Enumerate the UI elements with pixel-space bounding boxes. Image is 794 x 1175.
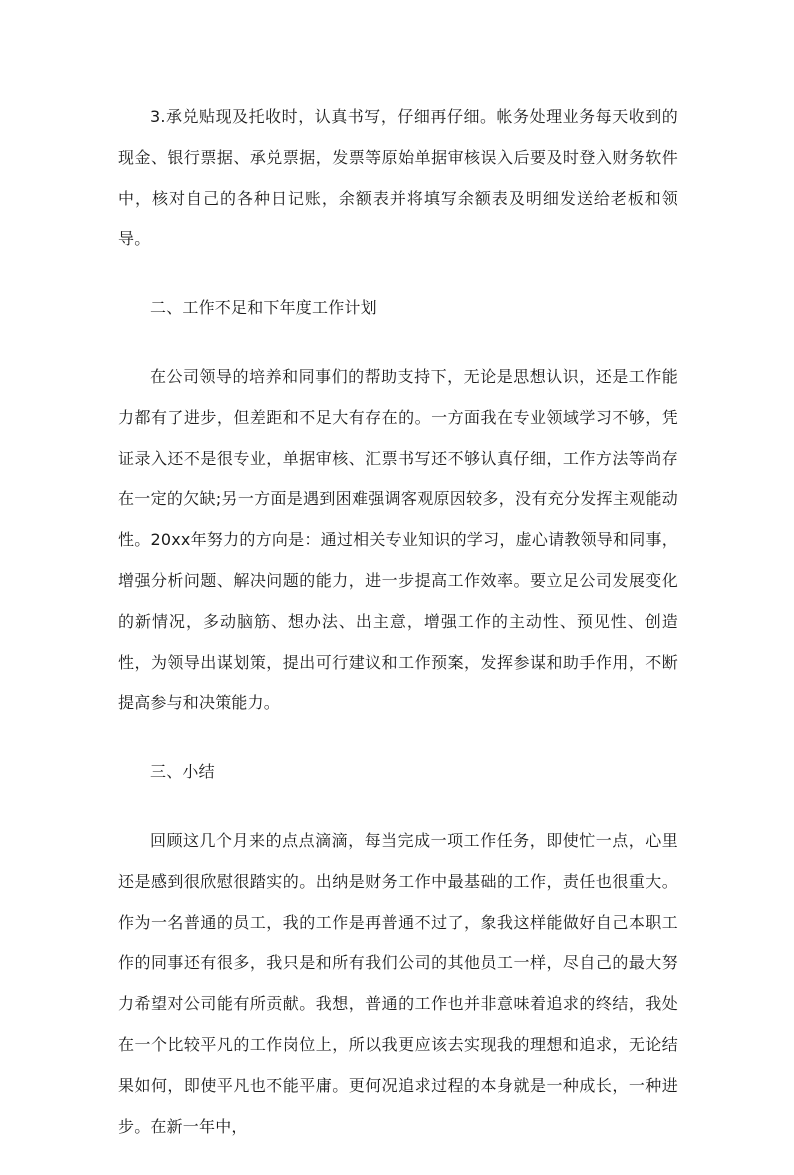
paragraph-shortcomings-plan: 在公司领导的培养和同事们的帮助支持下，无论是思想认识，还是工作能力都有了进步，但差距和不足大有存在的。一方面我在专业领域学习不够，凭证录入还不是很专业，单据审核、汇票书写还不够认真仔细，工作方法等尚存在一定的欠缺;另一方面是遇到困难强调客观原因较多，没有充分发挥主观能动性。20xx年努力的方向是：通过相关专业知识的学习，虚心请教领导和同事，增强分析问题、解决问题的能力，进一步提高工作效率。要立足公司发展变化的新情况，多动脑筋、想办法、出主意，增强工作的主动性、预见性、创造性，为领导出谋划策，提出可行建议和工作预案，发挥参谋和助手作用，不断提高参与和决策能力。 [118,366,678,713]
paragraph-summary: 回顾这几个月来的点点滴滴，每当完成一项工作任务，即使忙一点，心里还是感到很欣慰很踏实的。出纳是财务工作中最基础的工作，责任也很重大。作为一名普通的员工，我的工作是再普通不过了，象我这样能做好自己本职工作的同事还有很多，我只是和所有我们公司的其他员工一样，尽自己的最大努力希望对公司能有所贡献。我想，普通的工作也并非意味着追求的终结，我处在一个比较平凡的工作岗位上，所以我更应该去实现我的理想和追求，无论结果如何，即使平凡也不能平庸。更何况追求过程的本身就是一种成长，一种进步。在新一年中， [118,830,678,1136]
section-heading-shortcomings-plan: 二、工作不足和下年度工作计划 [150,298,377,318]
document-body [118,97,678,1175]
section-heading-summary: 三、小结 [150,762,215,782]
paragraph-approval-discount: 3.承兑贴现及托收时，认真书写，仔细再仔细。帐务处理业务每天收到的现金、银行票据、承兑票据，发票等原始单据审核误入后要及时登入财务软件中，核对自己的各种日记账，余额表并将填写余额表及明细发送给老板和领导。 [118,107,678,249]
